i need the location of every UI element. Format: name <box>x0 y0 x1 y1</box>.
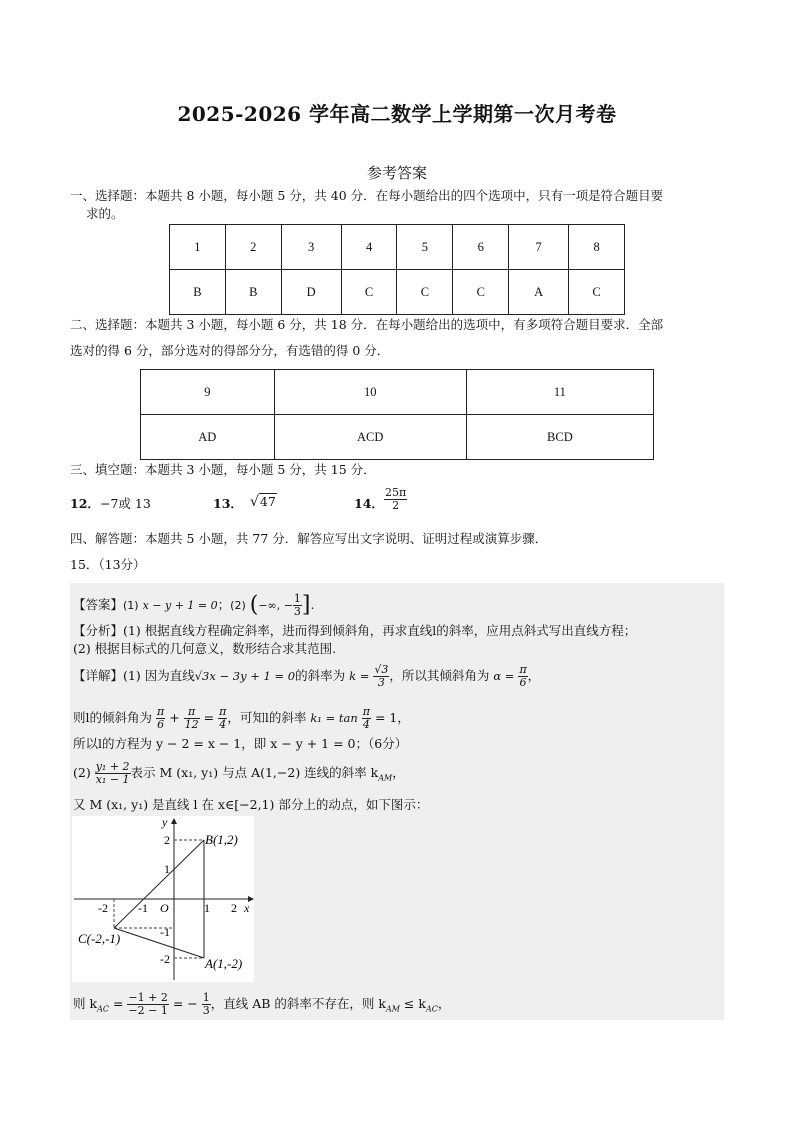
table-cell: BCD <box>466 415 653 460</box>
section2-answer-table <box>140 369 654 460</box>
point-A-label: A(1,-2) <box>205 956 243 971</box>
detail1-alpha-den: 6 <box>519 676 527 689</box>
answer-eq1: x − y + 1 = 0 <box>142 599 218 612</box>
detail-line1 <box>73 664 540 689</box>
x-tick-label: -1 <box>138 901 148 915</box>
x-axis-label: x <box>244 901 250 915</box>
x-tick-label: 1 <box>204 901 210 915</box>
line4-part2: (2) <box>73 765 91 780</box>
line2-frac2-num: π <box>184 706 200 719</box>
table-cell: 10 <box>274 370 466 415</box>
last-text-b: ，直线 AB 的斜率不存在，则 k <box>210 996 386 1011</box>
line2-text-c: = 1， <box>374 710 410 725</box>
last-end: ， <box>437 996 451 1011</box>
y-tick-label: 2 <box>164 833 170 847</box>
line2-frac2-den: 12 <box>184 718 199 731</box>
line2-equals: = <box>203 710 215 725</box>
answer-frac-den: 3 <box>293 605 301 618</box>
section3-heading: 三、填空题：本题共 3 小题，每小题 5 分，共 15 分． <box>70 462 376 477</box>
line4-text: 表示 M (x₁, y₁) 与点 A(1,−2) 连线的斜率 k <box>130 765 379 780</box>
table-cell: B <box>170 270 226 315</box>
detail1-k: k = <box>349 669 370 683</box>
table-row <box>170 270 625 315</box>
section1-answer-table <box>169 224 625 315</box>
line4-frac-num: y₁ + 2 <box>95 760 130 773</box>
q12-answer: −7或 13 <box>100 496 151 511</box>
answer-sep: ； <box>217 597 231 612</box>
segment-AC <box>114 928 204 958</box>
coordinate-figure <box>72 816 254 982</box>
last-le: ≤ k <box>403 996 426 1011</box>
section2-line2: 选对的得 6 分，部分选对的得部分分，有选错的得 0 分． <box>70 343 390 358</box>
table-cell: 1 <box>170 225 226 270</box>
table-cell: 9 <box>141 370 275 415</box>
q14-numerator: 25π <box>385 486 407 499</box>
last-frac-num: −1 + 2 <box>128 991 168 1004</box>
table-row <box>170 225 625 270</box>
table-cell: C <box>341 270 397 315</box>
table-cell: AD <box>141 415 275 460</box>
line4-end: ， <box>392 765 405 780</box>
line4-subscript: AM <box>378 773 393 783</box>
q13-radicand: 47 <box>259 494 276 509</box>
analysis-tag: 【分析】 <box>73 623 124 638</box>
analysis-text1: (1) 根据直线方程确定斜率，进而得到倾斜角，再求直线l的斜率，应用点斜式写出直线方程； <box>123 623 637 638</box>
last-sub-ac: AC <box>97 1004 109 1014</box>
detail1-k-num: √3 <box>374 663 389 676</box>
section1-line1: 一、选择题：本题共 8 小题，每小题 5 分，共 40 分．在每小题给出的四个选项中，只有一项是符合题目要 <box>70 188 664 203</box>
detail1-k-den: 3 <box>377 676 385 689</box>
analysis-line1 <box>73 622 636 640</box>
last-frac2-num: 1 <box>202 991 210 1004</box>
q13-answer: √47 <box>250 494 276 510</box>
detail1-alpha: α = <box>493 669 515 683</box>
y-tick-label: 1 <box>164 862 170 876</box>
page-subtitle: 参考答案 <box>366 164 427 182</box>
last-text-a: 则 k <box>73 996 98 1011</box>
detail1-text-a: (1) 因为直线 <box>123 668 195 683</box>
table-cell: 5 <box>397 225 453 270</box>
x-tick-label: 2 <box>231 901 237 915</box>
detail-last-line <box>73 992 450 1019</box>
table-cell: C <box>453 270 509 315</box>
y-tick-label: -1 <box>160 925 170 939</box>
detail1-end: ， <box>527 668 541 683</box>
line2-plus: + <box>169 710 180 725</box>
detail1-text-b: 的斜率为 <box>295 668 346 683</box>
line4-frac-den: x₁ − 1 <box>95 773 130 786</box>
table-row <box>141 370 654 415</box>
answer-part2: (2) <box>230 599 246 612</box>
point-C-label: C(-2,-1) <box>78 931 121 946</box>
detail1-alpha-num: π <box>519 663 527 676</box>
line2-frac4-num: π <box>362 705 370 718</box>
line2-frac4-den: 4 <box>362 718 370 731</box>
last-frac2-den: 3 <box>202 1004 210 1017</box>
table-cell: C <box>397 270 453 315</box>
table-cell: 6 <box>453 225 509 270</box>
line2-frac3-num: π <box>219 705 227 718</box>
detail1-text-c: ，所以其倾斜角为 <box>389 668 490 683</box>
table-cell: 8 <box>569 225 625 270</box>
line2-frac1-den: 6 <box>157 718 165 731</box>
line2-text-a: 则l的倾斜角为 <box>73 710 152 725</box>
last-sub-ac2: AC <box>425 1004 438 1014</box>
table-cell: 7 <box>509 225 569 270</box>
line2-k: k₁ = tan <box>310 711 358 725</box>
y-tick-label: -2 <box>160 952 170 966</box>
line2-text-b: ，可知l的斜率 <box>227 710 307 725</box>
y-axis-label: y <box>162 816 168 829</box>
q12-label: 12． <box>70 496 100 511</box>
point-B-label: B(1,2) <box>205 832 238 847</box>
answer-frac-num: 1 <box>293 592 301 605</box>
section1-line2: 求的。 <box>86 206 124 221</box>
detail-line2 <box>73 706 410 731</box>
table-cell: B <box>225 270 281 315</box>
detail-line3: 所以l的方程为 y − 2 = x − 1，即 x − y + 1 = 0；（6分） <box>73 736 408 751</box>
last-equals: = <box>112 996 124 1011</box>
table-cell: 11 <box>466 370 653 415</box>
line-l <box>114 840 204 928</box>
table-row <box>141 415 654 460</box>
section1-heading <box>70 187 730 205</box>
section4-heading: 四、解答题：本题共 5 小题，共 77 分．解答应写出文字说明、证明过程或演算步骤． <box>70 531 548 546</box>
table-cell: 2 <box>225 225 281 270</box>
q14-answer <box>384 487 407 512</box>
y-axis-arrow <box>171 818 177 824</box>
last-equals2: = − <box>172 996 198 1011</box>
line2-frac1-num: π <box>156 705 165 718</box>
q14-denominator: 2 <box>392 499 400 512</box>
table-cell: 4 <box>341 225 397 270</box>
origin-label: O <box>160 901 169 915</box>
detail-line4 <box>73 761 405 788</box>
answer-tag: 【答案】 <box>73 597 124 612</box>
q14-label: 14． <box>354 496 384 511</box>
answer-end: . <box>310 597 315 612</box>
table-cell: D <box>281 270 341 315</box>
table-cell: C <box>569 270 625 315</box>
detail-line5: 又 M (x₁, y₁) 是直线 l 在 x∈[−2,1) 部分上的动点，如下图示： <box>73 797 429 812</box>
table-cell: 3 <box>281 225 341 270</box>
detail-tag: 【详解】 <box>73 668 124 683</box>
table-cell: ACD <box>274 415 466 460</box>
answer-part1: (1) <box>123 599 139 612</box>
line2-frac3-den: 4 <box>219 718 227 731</box>
last-frac-den: −2 − 1 <box>128 1004 168 1017</box>
answer-line: 【答案】(1) x − y + 1 = 0；(2) (−∞, − $\frac{1}{3}$ ]. <box>73 592 315 618</box>
q15-heading: 15．（13分） <box>70 557 146 572</box>
q13-label: 13． <box>213 496 243 511</box>
figure-svg <box>72 816 254 982</box>
x-tick-label: -2 <box>98 901 108 915</box>
last-sub-am: AM <box>385 1004 400 1014</box>
section2-line1: 二、选择题：本题共 3 小题，每小题 6 分，共 18 分．在每小题给出的选项中，有多项符合题目要求．全部 <box>70 317 664 332</box>
analysis-line2: (2) 根据目标式的几何意义，数形结合求其范围. <box>73 641 337 656</box>
page-title: 2025-2026 学年高二数学上学期第一次月考卷 <box>177 102 617 126</box>
answer-interval: −∞, − <box>258 599 293 612</box>
table-cell: A <box>509 270 569 315</box>
detail1-equation: √3x − 3y + 1 = 0 <box>194 669 296 683</box>
